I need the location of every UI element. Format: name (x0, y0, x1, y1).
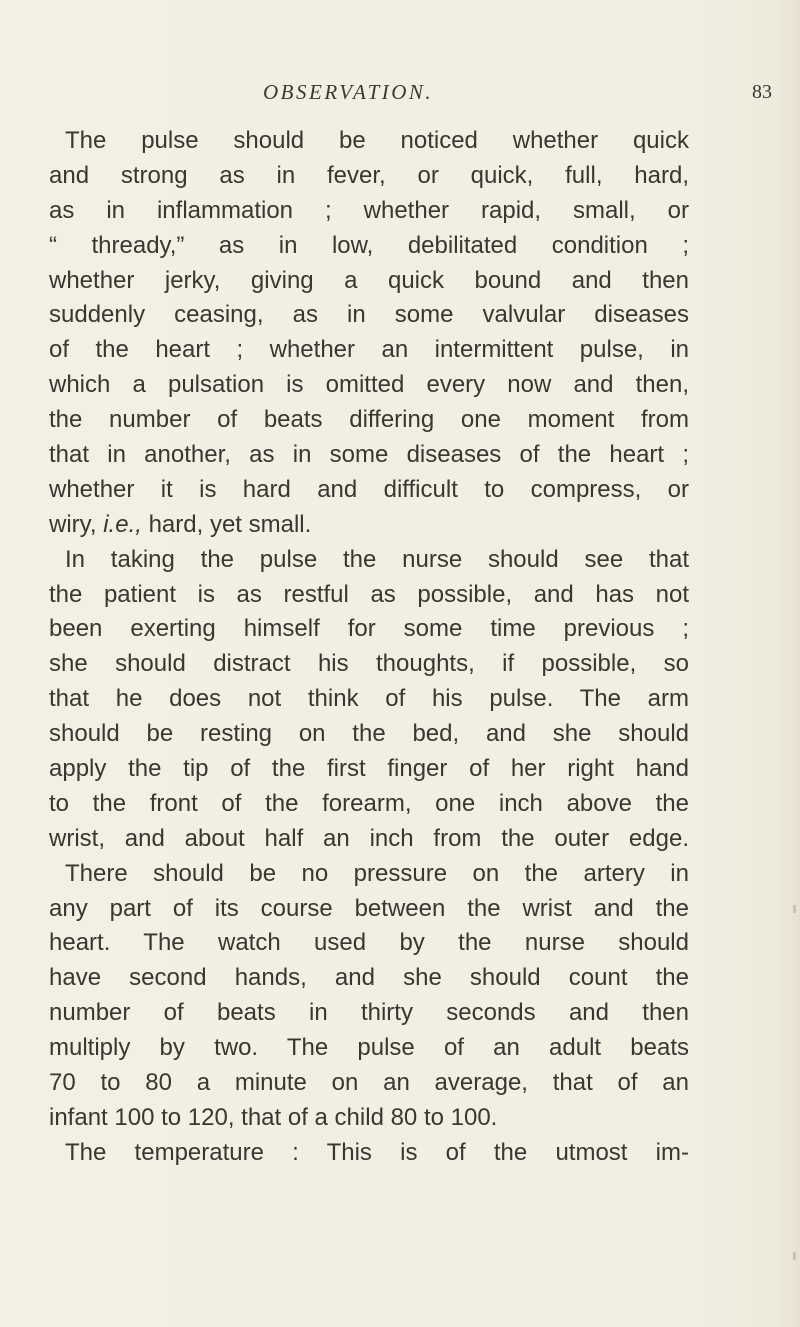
italic-abbreviation: i.e., (103, 510, 142, 538)
text-line (49, 508, 689, 543)
text-line: apply the tip of the first finger of her right hand (49, 755, 689, 783)
text-line: The temperature : This is of the utmost im- (65, 1138, 689, 1166)
text-fragment: wiry, (49, 510, 104, 538)
text-line: whether it is hard and difficult to compress, or (49, 475, 689, 503)
text-line: as in inflammation ; whether rapid, small, or (49, 196, 689, 224)
text-line: have second hands, and she should count the (49, 964, 689, 992)
text-fragment: hard, yet small. (148, 510, 312, 538)
text-line: the patient is as restful as possible, and has not (49, 580, 689, 608)
page-number: 83 (752, 81, 772, 103)
text-line: “ thready,” as in low, debilitated condition ; (49, 231, 689, 259)
text-line: that in another, as in some diseases of the heart ; (49, 441, 689, 469)
text-line: that he does not think of his pulse. The arm (49, 685, 689, 713)
text-line: should be resting on the bed, and she should (49, 720, 689, 748)
text-line: suddenly ceasing, as in some valvular diseases (49, 301, 689, 329)
body-text (49, 124, 689, 1171)
page-header (0, 80, 800, 110)
text-line: The pulse should be noticed whether quick (65, 127, 689, 154)
text-line: been exerting himself for some time previous ; (49, 615, 689, 643)
text-line: which a pulsation is omitted every now and then, (49, 371, 689, 399)
text-line: of the heart ; whether an intermittent pulse, in (49, 336, 689, 364)
text-line: she should distract his thoughts, if possible, so (49, 650, 689, 678)
text-line: the number of beats differing one moment from (49, 406, 689, 434)
text-line: 70 to 80 a minute on an average, that of an (49, 1069, 689, 1097)
text-line: any part of its course between the wrist and the (49, 894, 689, 922)
text-line: wrist, and about half an inch from the outer edge. (49, 824, 689, 852)
text-line: multiply by two. The pulse of an adult beats (49, 1034, 689, 1062)
text-line: whether jerky, giving a quick bound and then (49, 266, 689, 294)
text-line: and strong as in fever, or quick, full, hard, (49, 161, 689, 189)
page-edge-mark (793, 1252, 796, 1260)
text-line: to the front of the forearm, one inch above the (49, 789, 689, 817)
text-line: In taking the pulse the nurse should see that (65, 545, 689, 573)
running-head: OBSERVATION. (263, 80, 434, 104)
page-edge-mark (793, 905, 796, 913)
text-line: There should be no pressure on the artery in (65, 859, 689, 887)
text-line: heart. The watch used by the nurse should (49, 929, 689, 957)
text-line: number of beats in thirty seconds and then (49, 999, 689, 1027)
text-line: infant 100 to 120, that of a child 80 to 100. (49, 1103, 498, 1131)
